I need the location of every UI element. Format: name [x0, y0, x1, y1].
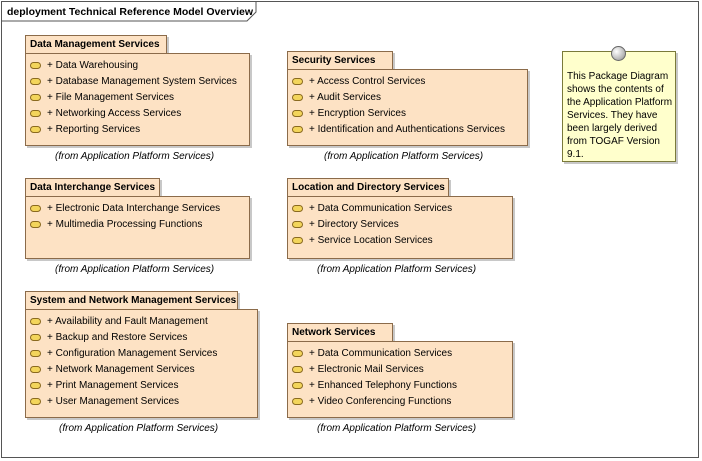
class-icon: [292, 350, 303, 357]
package-body: [287, 69, 528, 146]
class-item[interactable]: + Data Warehousing: [26, 58, 249, 74]
class-item[interactable]: + Electronic Mail Services: [288, 362, 512, 378]
class-item[interactable]: + Networking Access Services: [26, 106, 249, 122]
class-item[interactable]: + Electronic Data Interchange Services: [26, 201, 249, 217]
class-item[interactable]: + File Management Services: [26, 90, 249, 106]
package-origin: (from Application Platform Services): [55, 151, 215, 162]
class-icon: [30, 110, 41, 117]
class-icon: [292, 205, 303, 212]
class-icon: [30, 350, 41, 357]
class-item[interactable]: + Availability and Fault Management: [26, 314, 257, 330]
package-body: [25, 53, 250, 146]
note-pin-icon: [611, 46, 626, 61]
class-icon: [292, 382, 303, 389]
class-icon: [30, 221, 41, 228]
class-item[interactable]: + Audit Services: [288, 90, 527, 106]
package-body: [287, 196, 513, 259]
package-origin: (from Application Platform Services): [59, 423, 219, 434]
package-origin: (from Application Platform Services): [55, 264, 215, 275]
class-icon: [30, 366, 41, 373]
note[interactable]: [562, 51, 676, 162]
class-item[interactable]: + Encryption Services: [288, 106, 527, 122]
class-icon: [30, 334, 41, 341]
class-item[interactable]: + Directory Services: [288, 217, 512, 233]
package-body: [25, 309, 258, 418]
class-icon: [292, 110, 303, 117]
class-icon: [30, 398, 41, 405]
class-icon: [30, 94, 41, 101]
package-body: [287, 341, 513, 418]
package-tab: Location and Directory Services: [287, 178, 449, 197]
package-origin: (from Application Platform Services): [324, 151, 484, 162]
class-item[interactable]: + Print Management Services: [26, 378, 257, 394]
class-item[interactable]: + Reporting Services: [26, 122, 249, 138]
class-icon: [30, 78, 41, 85]
class-icon: [292, 398, 303, 405]
class-item[interactable]: + Network Management Services: [26, 362, 257, 378]
frame-title: deployment Technical Reference Model Overview: [7, 6, 254, 18]
class-icon: [30, 62, 41, 69]
class-icon: [30, 382, 41, 389]
note-text: This Package Diagram shows the contents of the Application Platform Services. They have been largely derived from TOGAF Version 9.1.: [567, 71, 673, 160]
class-item[interactable]: + Access Control Services: [288, 74, 527, 90]
class-item[interactable]: + Data Communication Services: [288, 201, 512, 217]
class-item[interactable]: + Data Communication Services: [288, 346, 512, 362]
class-item[interactable]: + Backup and Restore Services: [26, 330, 257, 346]
class-icon: [30, 318, 41, 325]
class-icon: [292, 237, 303, 244]
class-item[interactable]: + Identification and Authentications Services: [288, 122, 527, 138]
package-origin: (from Application Platform Services): [317, 264, 477, 275]
class-icon: [30, 205, 41, 212]
class-icon: [292, 126, 303, 133]
package-body: [25, 196, 250, 259]
package-origin: (from Application Platform Services): [317, 423, 477, 434]
class-item[interactable]: + Configuration Management Services: [26, 346, 257, 362]
class-icon: [292, 78, 303, 85]
class-icon: [292, 94, 303, 101]
package-tab: Data Interchange Services: [25, 178, 160, 197]
class-item[interactable]: + User Management Services: [26, 394, 257, 410]
class-item[interactable]: + Service Location Services: [288, 233, 512, 249]
package-tab: Network Services: [287, 323, 393, 342]
package-tab: Security Services: [287, 51, 393, 70]
class-item[interactable]: + Video Conferencing Functions: [288, 394, 512, 410]
class-item[interactable]: + Database Management System Services: [26, 74, 249, 90]
class-icon: [30, 126, 41, 133]
class-icon: [292, 366, 303, 373]
package-tab: Data Management Services: [25, 35, 167, 54]
class-item[interactable]: + Enhanced Telephony Functions: [288, 378, 512, 394]
class-item[interactable]: + Multimedia Processing Functions: [26, 217, 249, 233]
package-tab: System and Network Management Services: [25, 291, 238, 310]
class-icon: [292, 221, 303, 228]
